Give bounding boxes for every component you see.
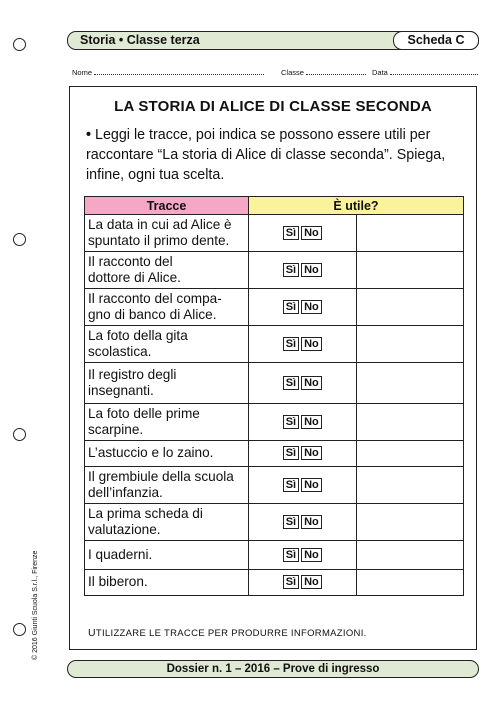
date-field[interactable] xyxy=(372,67,478,77)
yes-checkbox[interactable]: Sì xyxy=(283,226,299,240)
trace-cell: Il grembiule della scuola dell’infanzia. xyxy=(85,467,249,504)
table-row xyxy=(85,504,464,541)
yes-checkbox[interactable]: Sì xyxy=(283,263,299,277)
explanation-cell[interactable] xyxy=(356,570,464,596)
explanation-cell[interactable] xyxy=(356,326,464,363)
table-row xyxy=(85,404,464,441)
no-checkbox[interactable]: No xyxy=(301,575,322,589)
no-checkbox[interactable]: No xyxy=(301,515,322,529)
no-checkbox[interactable]: No xyxy=(301,263,322,277)
explanation-cell[interactable] xyxy=(356,363,464,404)
table-row xyxy=(85,441,464,467)
table-row xyxy=(85,215,464,252)
trace-cell: La prima scheda di valutazione. xyxy=(85,504,249,541)
binder-hole-3 xyxy=(13,428,26,441)
sheet-label: Scheda C xyxy=(393,31,479,50)
name-label: Nome xyxy=(72,68,93,77)
explanation-cell[interactable] xyxy=(356,252,464,289)
traces-table xyxy=(84,196,464,596)
answer-cell xyxy=(249,441,357,467)
trace-cell: Il racconto del dottore di Alice. xyxy=(85,252,249,289)
trace-cell: Il registro degli insegnanti. xyxy=(85,363,249,404)
answer-cell xyxy=(249,570,357,596)
yes-checkbox[interactable]: Sì xyxy=(283,575,299,589)
yes-checkbox[interactable]: Sì xyxy=(283,478,299,492)
table-row xyxy=(85,289,464,326)
binder-hole-4 xyxy=(13,623,26,636)
no-checkbox[interactable]: No xyxy=(301,446,322,460)
trace-cell: Il biberon. xyxy=(85,570,249,596)
explanation-cell[interactable] xyxy=(356,467,464,504)
trace-cell: La foto delle prime scarpine. xyxy=(85,404,249,441)
copyright-credit: © 2016 Giunti Scuola S.r.l., Firenze xyxy=(32,550,39,660)
exercise-frame xyxy=(69,86,477,650)
binder-hole-1 xyxy=(13,38,26,51)
header-traces: Tracce xyxy=(85,197,249,215)
bullet-icon: • xyxy=(86,127,92,143)
trace-cell: L’astuccio e lo zaino. xyxy=(85,441,249,467)
class-field[interactable] xyxy=(281,67,366,77)
answer-cell xyxy=(249,541,357,570)
no-checkbox[interactable]: No xyxy=(301,300,322,314)
trace-cell: La data in cui ad Alice è spuntato il primo dente. xyxy=(85,215,249,252)
explanation-cell[interactable] xyxy=(356,504,464,541)
trace-cell: Il racconto del compa- gno di banco di Alice. xyxy=(85,289,249,326)
explanation-cell[interactable] xyxy=(356,215,464,252)
footnote: UTILIZZARE LE TRACCE PER PRODURRE INFORMAZIONI. xyxy=(88,627,367,639)
explanation-cell[interactable] xyxy=(356,541,464,570)
no-checkbox[interactable]: No xyxy=(301,548,322,562)
yes-checkbox[interactable]: Sì xyxy=(283,548,299,562)
explanation-cell[interactable] xyxy=(356,289,464,326)
table-row xyxy=(85,541,464,570)
answer-cell xyxy=(249,215,357,252)
yes-checkbox[interactable]: Sì xyxy=(283,446,299,460)
no-checkbox[interactable]: No xyxy=(301,337,322,351)
no-checkbox[interactable]: No xyxy=(301,376,322,390)
explanation-cell[interactable] xyxy=(356,404,464,441)
footer-bar: Dossier n. 1 – 2016 – Prove di ingresso xyxy=(67,660,479,678)
no-checkbox[interactable]: No xyxy=(301,415,322,429)
date-label: Data xyxy=(372,68,388,77)
table-row xyxy=(85,467,464,504)
answer-cell xyxy=(249,326,357,363)
answer-cell xyxy=(249,467,357,504)
yes-checkbox[interactable]: Sì xyxy=(283,515,299,529)
yes-checkbox[interactable]: Sì xyxy=(283,376,299,390)
explanation-cell[interactable] xyxy=(356,441,464,467)
trace-cell: I quaderni. xyxy=(85,541,249,570)
instructions xyxy=(86,125,466,185)
binder-hole-2 xyxy=(13,233,26,246)
page-title: LA STORIA DI ALICE DI CLASSE SECONDA xyxy=(114,98,432,115)
yes-checkbox[interactable]: Sì xyxy=(283,337,299,351)
subject-label: Storia • Classe terza xyxy=(80,33,200,47)
header-bar xyxy=(67,31,479,50)
table-row xyxy=(85,363,464,404)
answer-cell xyxy=(249,504,357,541)
answer-cell xyxy=(249,289,357,326)
instructions-text: Leggi le tracce, poi indica se possono essere utili per raccontare “La storia di Alice di classe seconda”. Spiega, infine, ogni tua scelta. xyxy=(86,127,446,183)
yes-checkbox[interactable]: Sì xyxy=(283,415,299,429)
table-row xyxy=(85,252,464,289)
no-checkbox[interactable]: No xyxy=(301,478,322,492)
answer-cell xyxy=(249,252,357,289)
answer-cell xyxy=(249,363,357,404)
answer-cell xyxy=(249,404,357,441)
trace-cell: La foto della gita scolastica. xyxy=(85,326,249,363)
header-useful: È utile? xyxy=(249,197,464,215)
table-row xyxy=(85,570,464,596)
name-field[interactable] xyxy=(72,67,264,77)
class-label: Classe xyxy=(281,68,304,77)
no-checkbox[interactable]: No xyxy=(301,226,322,240)
table-row xyxy=(85,326,464,363)
yes-checkbox[interactable]: Sì xyxy=(283,300,299,314)
